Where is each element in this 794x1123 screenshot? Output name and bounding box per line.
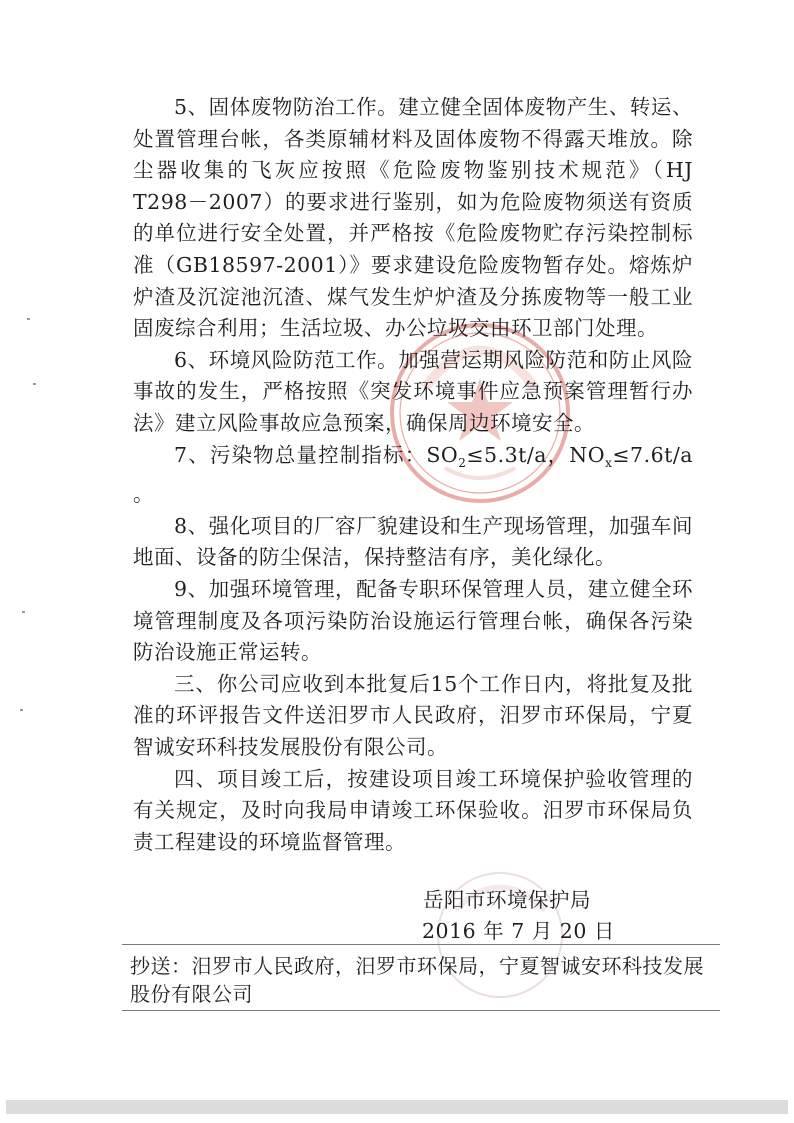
paragraph-report-submission: 三、你公司应收到本批复后15个工作日内，将批复及批准的环评报告文件送汨罗市人民政府，汨罗市环保局，宁夏智诚安环科技发展股份有限公司。 (133, 671, 693, 759)
scan-speck (27, 318, 30, 320)
paragraph-emission-limits (133, 440, 693, 511)
cc-bottom-divider (122, 1010, 720, 1011)
emission-limit-lead: 7、污染物总量控制指标：SO (174, 442, 459, 467)
paragraph-completion-acceptance: 四、项目竣工后，按建设项目竣工环境保护验收管理的有关规定，及时向我局申请竣工环保验收。汨罗市环保局负责工程建设的环境监督管理。 (133, 766, 693, 854)
document-body (133, 92, 693, 858)
paragraph-environmental-management: 9、加强环境管理，配备专职环保管理人员，建立健全环境管理制度及各项污染防治设施运行管理台帐，确保各污染防治设施正常运转。 (133, 577, 693, 665)
scan-speck (20, 709, 23, 711)
so2-limit: ≤5.3t/a，NO (466, 442, 606, 467)
so2-subscript: 2 (458, 455, 467, 470)
nox-subscript: x (605, 455, 613, 470)
nox-limit: ≤7.6t/a 。 (133, 442, 693, 507)
scan-speck (22, 611, 25, 613)
signing-organization: 岳阳市环境保护局 (423, 888, 591, 912)
scan-bottom-band (6, 1100, 788, 1114)
paragraph-solid-waste: 5、固体废物防治工作。建立健全固体废物产生、转运、处置管理台帐，各类原辅材料及固体废物不得露天堆放。除尘器收集的飞灰应按照《危险废物鉴别技术规范》（HJ T298－2007）的要求进行鉴别，如为危险废物须送有资质的单位进行安全处置，并严格按《危险废物贮存污染控制标准（GB18597-2001）》要求建设危险废物暂存处。熔炼炉炉渣及沉淀池沉渣、煤气发生炉炉渣及分拣废物等一般工业固废综合利用；生活垃圾、办公垃圾交由环卫部门处理。 (133, 95, 693, 341)
cc-recipients: 抄送：汨罗市人民政府，汨罗市环保局，宁夏智诚安环科技发展股份有限公司 (130, 954, 704, 1006)
signing-date: 2016 年 7 月 20 日 (422, 919, 615, 943)
scan-speck (33, 383, 36, 385)
paragraph-site-management: 8、强化项目的厂容厂貌建设和生产现场管理，加强车间地面、设备的防尘保洁，保持整洁有序，美化绿化。 (133, 513, 693, 570)
paragraph-environmental-risk: 6、环境风险防范工作。加强营运期风险防范和防止风险事故的发生，严格按照《突发环境事件应急预案管理暂行办法》建立风险事故应急预案，确保周边环境安全。 (133, 347, 693, 435)
cc-top-divider (122, 944, 720, 945)
